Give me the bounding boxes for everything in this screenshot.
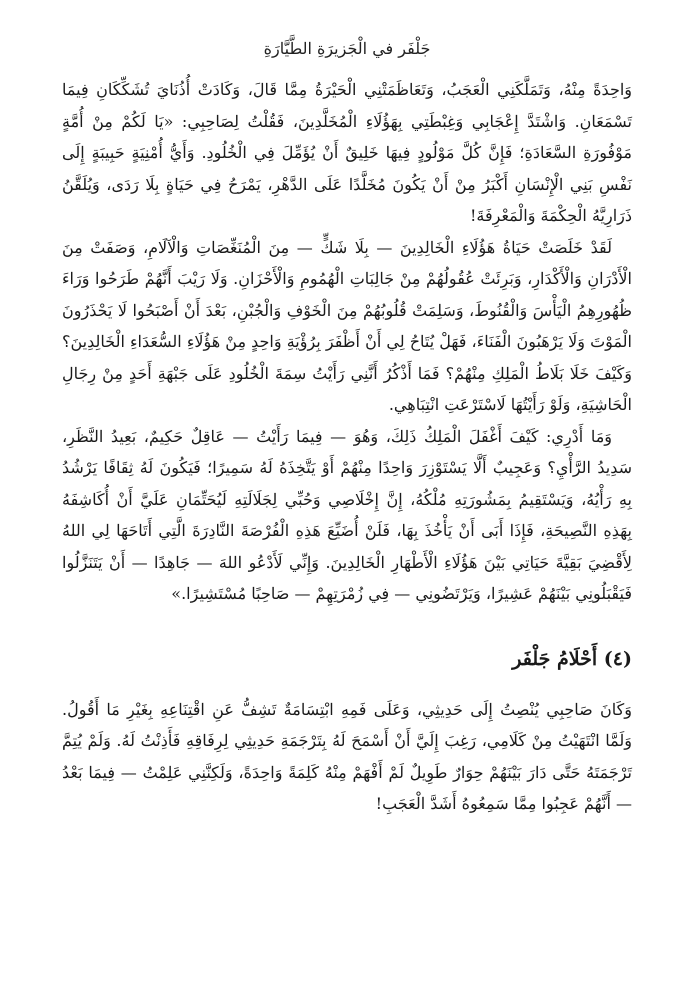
section-heading: (٤) أَحْلَامُ جَلْفَر (512, 647, 632, 670)
body-text-after (62, 694, 632, 820)
running-header: جَلْفَر في الْجَزيرَةِ الطَّيَّارَةِ (263, 39, 431, 58)
paragraph: وَاحِدَةً مِنْهُ، وَتَمَلَّكَنِي الْعَجَبُ، وَتَعَاظَمَتْنِي الْحَيْرَةُ مِمَّا قَالَ، وَكَادَتْ أُذُنَايَ تُشَكِّكَانِ فِيمَا تَسْمَعَانِ. وَاشْتَدَّ إِعْجَابِي وَغِبْطَتِي بِهَؤُلَاءِ الْمُخَلَّدِينَ، فَقُلْتُ لِصَاحِبِي: «يَا لَكُمْ مِنْ أُمَّةٍ مَوْفُورَةِ السَّعَادَةِ؛ فَإِنَّ كُلَّ مَوْلُودٍ فِيهَا خَلِيقٌ أَنْ يُؤَمِّلَ فِي الْخُلُودِ. وَأَيُّ أُمْنِيَةٍ حَبِيبَةٍ إِلَى نَفْسِ بَنِي الْإِنْسَانِ أَكْبَرُ مِنْ أَنْ يَكُونَ مُخَلَّدًا عَلَى الدَّهْرِ، يَمْرَحُ فِي حَيَاةٍ بِلَا رَدَى، وَيُلَقَّنُ ذَرَارِيَّهُ الْحِكْمَةَ وَالْمَعْرِفَةَ! (62, 80, 633, 225)
paragraph: وَمَا أَدْرِي: كَيْفَ أَغْفَلَ الْمَلِكُ ذَلِكَ، وَهُوَ — فِيمَا رَأَيْتُ — عَاقِلٌ حَكِيمٌ، بَعِيدُ النَّظَرِ، سَدِيدُ الرَّأْيِ؟ وَعَجِيبٌ أَلَّا يَسْتَوْزِرَ وَاحِدًا مِنْهُمْ أَوْ يَتَّخِذَهُ لَهُ سَمِيرًا؛ فَيَكُونَ لَهُ ثِقَافًا يَرْشُدُ بِهِ رَأْيُهُ، وَيَسْتَقِيمُ بِمَشُورَتِهِ مُلْكُهُ، إِنَّ إِخْلَاصِي وَحُبِّي لِجَلَالَتِهِ لَيُحَتِّمَانِ عَلَيَّ أَنْ أُكَاشِفَهُ بِهَذِهِ النَّصِيحَةِ، فَإِذَا أَبَى أَنْ يَأْخُذَ بِهَا، فَلَنْ أُضَيِّعَ هَذِهِ الْفُرْصَةَ النَّادِرَةَ الَّتِي أَتَاحَهَا لِي اللهُ لِأَقْضِيَ بَقِيَّةَ حَيَاتِي بَيْنَ هَؤُلَاءِ الْأَطْهَارِ الْخَالِدِينَ. وَإِنِّي لَأَدْعُو اللهَ — جَاهِدًا — أَنْ يَتَنَزَّلُوا فَيَقْبَلُونِي بَيْنَهُمْ عَشِيرًا، وَيَرْتَضُونِي — فِي زُمْرَتِهِمْ — صَاحِبًا مُسْتَشِيرًا.» (62, 426, 633, 603)
paragraph: لَقَدْ خَلَصَتْ حَيَاةُ هَؤُلَاءِ الْخَالِدِينَ — بِلَا شَكٍّ — مِنَ الْمُنَغِّصَاتِ وَالْآلَامِ، وَصَفَتْ مِنَ الْأَدْرَانِ وَالْأَكْدَارِ، وَبَرِئَتْ عُقُولُهُمْ مِنْ جَالِبَاتِ الْهُمُومِ وَالْأَحْزَانِ. وَلَا رَيْبَ أَنَّهُمْ طَرَحُوا وَرَاءَ ظُهُورِهِمُ الْيَأْسَ وَالْقُنُوطَ، وَسَلِمَتْ قُلُوبُهُمْ مِنَ الْخَوْفِ وَالْجُبْنِ، بَعْدَ أَنْ أَصْبَحُوا لَا يَحْذَرُونَ الْمَوْتَ وَلَا يَرْهَبُونَ الْفَنَاءَ، فَهَلْ يُتَاحُ لِي أَنْ أَظْفَرَ بِرُؤْيَةِ وَاحِدٍ مِنْ هَؤُلَاءِ السُّعَدَاءِ الْخَالِدِينَ؟ وَكَيْفَ خَلَا بَلَاطُ الْمَلِكِ مِنْهُمْ؟ فَمَا أَذْكُرُ أَنَّنِي رَأَيْتُ سِمَةَ الْخُلُودِ عَلَى جَبْهَةِ أَحَدٍ مِنْ رِجَالِ الْحَاشِيَةِ، وَلَوْ رَأَيْتُهَا لَاسْتَرْعَتِ انْتِبَاهِي. (62, 237, 633, 414)
body-text-before (62, 74, 632, 610)
paragraph: وَكَانَ صَاحِبِي يُنْصِتُ إِلَى حَدِيثِي، وَعَلَى فَمِهِ ابْتِسَامَةٌ تَشِفُّ عَنِ اقْتِنَاعِهِ بِغَيْرِ مَا أَقُولُ. وَلَمَّا انْتَهَيْتُ مِنْ كَلَامِي، رَغِبَ إِلَيَّ أَنْ أَسْمَحَ لَهُ بِتَرْجَمَةِ حَدِيثِي لِرِفَاقِهِ فَأَذِنْتُ لَهُ. وَلَمْ يُتِمَّ تَرْجَمَتَهُ حَتَّى دَارَ بَيْنَهُمْ حِوَارٌ طَوِيلٌ لَمْ أَفْهَمْ مِنْهُ كَلِمَةً وَاحِدَةً، وَلَكِنَّنِي عَلِمْتُ — فِيمَا بَعْدُ — أَنَّهُمْ عَجِبُوا مِمَّا سَمِعُوهُ أَشَدَّ الْعَجَبِ! (62, 699, 632, 813)
